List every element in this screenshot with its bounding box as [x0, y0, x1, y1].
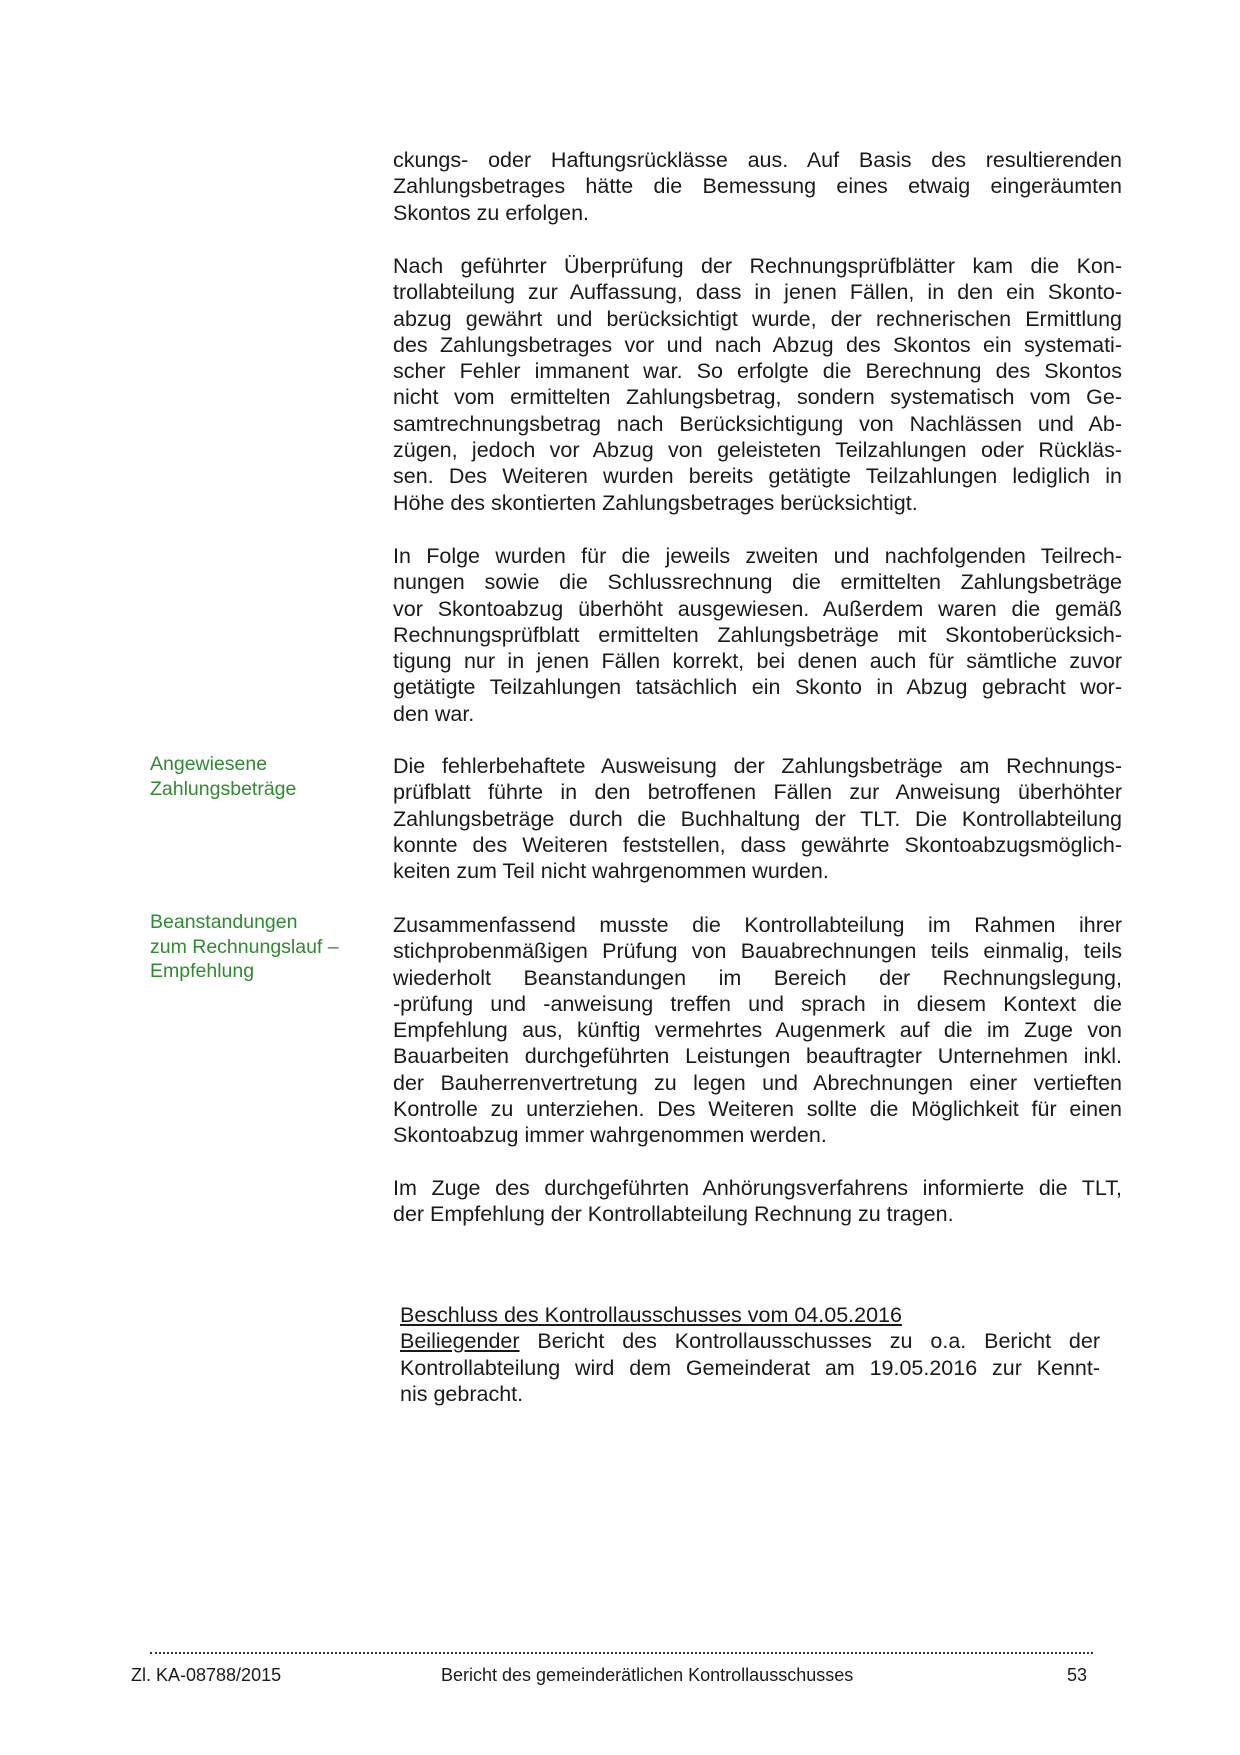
p4-line: keiten zum Teil nicht wahrgenommen wurden.	[393, 859, 829, 884]
p4-line: prüfblatt führte in den betroffenen Fällen zur Anweisung überhöhter	[393, 780, 1122, 805]
p3-line: Rechnungsprüfblatt ermittelten Zahlungsbeträge mit Skontoberücksich-	[393, 622, 1122, 647]
p3-line: tigung nur in jenen Fällen korrekt, bei denen auch für sämtliche zuvor	[393, 649, 1122, 674]
p3-line: den war.	[393, 701, 475, 726]
decision-line-1	[400, 1328, 1100, 1354]
paragraph-3	[393, 543, 1122, 727]
p1-line: Zahlungsbetrages hätte die Bemessung eines etwaig eingeräumten	[393, 174, 1122, 199]
p1-line: Skontos zu erfolgen.	[393, 200, 590, 225]
footer-title: Bericht des gemeinderätlichen Kontrollausschusses	[441, 1665, 854, 1685]
margin-note-beanstandungen	[150, 910, 370, 984]
footer-reference: Zl. KA-08788/2015	[131, 1665, 282, 1685]
p2-line: zügen, jedoch vor Abzug von geleisteten Teilzahlungen oder Rückläs-	[393, 438, 1122, 463]
p3-line: getätigte Teilzahlungen tatsächlich ein Skonto in Abzug gebracht wor-	[393, 675, 1122, 700]
decision-line-2: Kontrollabteilung wird dem Gemeinderat am 19.05.2016 zur Kennt-	[400, 1355, 1100, 1380]
note2-line: Beanstandungen	[150, 911, 298, 933]
margin-note-angewiesene-zahlungsbetraege	[150, 752, 370, 801]
paragraph-6	[393, 1175, 1122, 1228]
p5-line: Skontoabzug immer wahrgenommen werden.	[393, 1123, 827, 1148]
p2-line: trollabteilung zur Auffassung, dass in jenen Fällen, in den ein Skonto-	[393, 280, 1122, 305]
decision-line-1-rest: Bericht des Kontrollausschusses zu o.a. Bericht der	[519, 1329, 1100, 1354]
note1-line: Angewiesene	[150, 753, 268, 775]
p1-line: ckungs- oder Haftungsrücklässe aus. Auf Basis des resultierenden	[393, 148, 1122, 172]
p5-line: Bauarbeiten durchgeführten Leistungen beauftragter Unternehmen inkl.	[393, 1044, 1122, 1069]
paragraph-5	[393, 912, 1122, 1149]
p5-line: -prüfung und -anweisung treffen und sprach in diesem Kontext die	[393, 991, 1122, 1016]
decision-heading: Beschluss des Kontrollausschusses vom 04.05.2016	[400, 1303, 902, 1327]
p5-line: Kontrolle zu unterziehen. Des Weiteren sollte die Möglichkeit für einen	[393, 1097, 1122, 1122]
p5-line: Empfehlung aus, künftig vermehrtes Augenmerk auf die im Zuge von	[393, 1018, 1122, 1043]
p2-line: samtrechnungsbetrag nach Berücksichtigung von Nachlässen und Ab-	[393, 411, 1122, 436]
p3-line: nungen sowie die Schlussrechnung die ermittelten Zahlungsbeträge	[393, 570, 1122, 595]
p3-line: In Folge wurden für die jeweils zweiten und nachfolgenden Teilrech-	[393, 544, 1122, 568]
p5-line: wiederholt Beanstandungen im Bereich der Rechnungslegung,	[393, 965, 1122, 990]
paragraph-4	[393, 753, 1122, 884]
decision-line-3: nis gebracht.	[400, 1381, 524, 1406]
p4-line: Zahlungsbeträge durch die Buchhaltung der TLT. Die Kontrollabteilung	[393, 806, 1122, 831]
p2-line: des Zahlungsbetrages vor und nach Abzug des Skontos ein systemati-	[393, 332, 1122, 357]
paragraph-2	[393, 253, 1122, 516]
footer-divider	[150, 1652, 1093, 1654]
note1-line: Zahlungsbeträge	[150, 777, 297, 800]
p2-line: nicht vom ermittelten Zahlungsbetrag, sondern systematisch vom Ge-	[393, 385, 1122, 410]
decision-lead-word: Beiliegender	[400, 1329, 520, 1354]
footer-page-number: 53	[1067, 1665, 1088, 1685]
p6-line: Im Zuge des durchgeführten Anhörungsverfahrens informierte die TLT,	[393, 1176, 1122, 1200]
note2-line: zum Rechnungslauf –	[150, 935, 339, 958]
paragraph-1	[393, 147, 1122, 226]
p2-line: Höhe des skontierten Zahlungsbetrages berücksichtigt.	[393, 490, 918, 515]
p3-line: vor Skontoabzug überhöht ausgewiesen. Außerdem waren die gemäß	[393, 596, 1122, 621]
p6-line: der Empfehlung der Kontrollabteilung Rechnung zu tragen.	[393, 1202, 954, 1227]
p2-line: sen. Des Weiteren wurden bereits getätigte Teilzahlungen lediglich in	[393, 464, 1122, 489]
p5-line: stichprobenmäßigen Prüfung von Bauabrechnungen teils einmalig, teils	[393, 939, 1122, 964]
p2-line: scher Fehler immanent war. So erfolgte die Berechnung des Skontos	[393, 359, 1122, 384]
p5-line: Zusammenfassend musste die Kontrollabteilung im Rahmen ihrer	[393, 913, 1122, 937]
p5-line: der Bauherrenvertretung zu legen und Abrechnungen einer vertieften	[393, 1070, 1122, 1095]
p2-line: Nach geführter Überprüfung der Rechnungsprüfblätter kam die Kon-	[393, 254, 1122, 278]
note2-line: Empfehlung	[150, 960, 255, 982]
p4-line: konnte des Weiteren feststellen, dass gewährte Skontoabzugsmöglich-	[393, 832, 1122, 857]
decision-block	[400, 1302, 1100, 1407]
p4-line: Die fehlerbehaftete Ausweisung der Zahlungsbeträge am Rechnungs-	[393, 754, 1122, 778]
p2-line: abzug gewährt und berücksichtigt wurde, der rechnerischen Ermittlung	[393, 306, 1122, 331]
